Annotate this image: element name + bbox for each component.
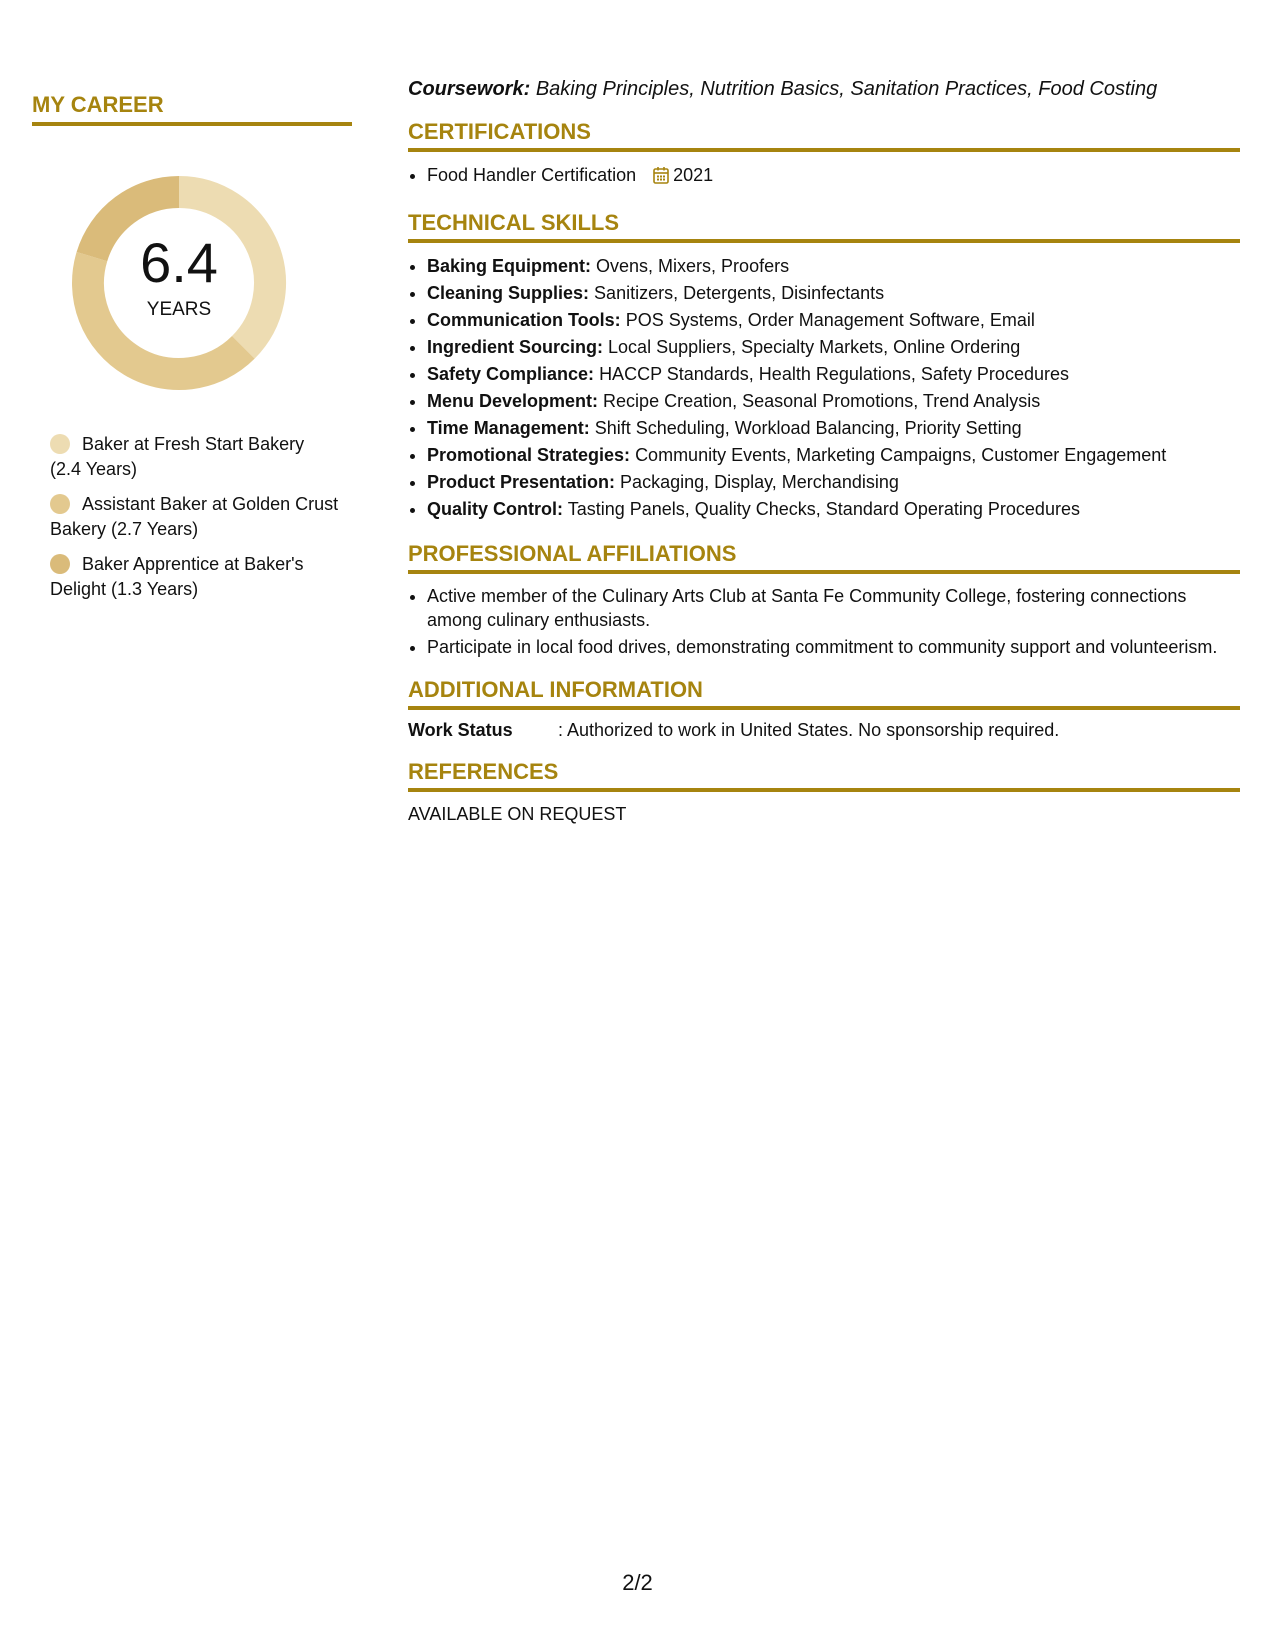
legend-dot-icon [50,494,70,514]
legend-label: Baker Apprentice at Baker's Delight (1.3 Years) [50,554,304,599]
total-years-value: 6.4 [140,231,218,294]
references-title: REFERENCES [408,759,1240,792]
career-heading: MY CAREER [32,92,352,126]
skill-value: Recipe Creation, Seasonal Promotions, Trend Analysis [603,391,1041,411]
skill-item [427,280,1240,307]
skill-item [427,334,1240,361]
total-years-unit: YEARS [146,299,212,320]
main-column [408,78,1240,843]
skill-item [427,361,1240,388]
skill-value: HACCP Standards, Health Regulations, Safety Procedures [599,364,1069,384]
skill-item [427,307,1240,334]
work-status-row [408,720,1240,741]
technical-skills-section [408,210,1240,523]
certification-item [427,162,1240,192]
legend-label: Assistant Baker at Golden Crust Bakery (2.7 Years) [50,494,339,539]
certifications-section [408,119,1240,192]
skill-label: Communication Tools: [427,310,621,330]
skill-label: Quality Control: [427,499,563,519]
skill-value: Shift Scheduling, Workload Balancing, Priority Setting [594,418,1022,438]
certification-year: 2021 [673,165,714,185]
coursework-text: Baking Principles, Nutrition Basics, Sanitation Practices, Food Costing [535,78,1158,100]
page-number: 2/2 [622,1570,653,1595]
affiliation-item: • Active member of the Culinary Arts Club at Santa Fe Community College, fostering connections among culinary enthusiasts. [427,584,1240,632]
legend-item [50,492,340,542]
affiliation-item: • Participate in local food drives, demonstrating commitment to community support and volunteerism. [427,635,1240,659]
career-legend [50,432,340,602]
skill-item [427,253,1240,280]
skill-label: Ingredient Sourcing: [427,337,604,357]
certification-name: Food Handler Certification [427,165,637,185]
legend-label: Baker at Fresh Start Bakery (2.4 Years) [50,434,305,479]
skill-label: Safety Compliance: [427,364,595,384]
skill-item [427,442,1240,469]
work-status-key: Work Status [408,720,513,740]
skill-item [427,388,1240,415]
career-donut-chart [64,168,294,398]
skill-value: Packaging, Display, Merchandising [620,472,899,492]
references-section [408,759,1240,825]
calendar-icon [653,165,669,192]
legend-item [50,432,340,482]
skill-item [427,415,1240,442]
legend-dot-icon [50,434,70,454]
additional-info-title: ADDITIONAL INFORMATION [408,677,1240,710]
skill-value: Ovens, Mixers, Proofers [596,256,790,276]
skill-value: POS Systems, Order Management Software, Email [625,310,1035,330]
technical-skills-title: TECHNICAL SKILLS [408,210,1240,243]
affiliations-title: PROFESSIONAL AFFILIATIONS [408,541,1240,574]
skill-value: Sanitizers, Detergents, Disinfectants [594,283,885,303]
affiliations-list [408,584,1240,659]
skill-label: Promotional Strategies: [427,445,631,465]
technical-skills-list [408,253,1240,523]
skill-label: Baking Equipment: [427,256,592,276]
career-sidebar [32,92,352,612]
skill-label: Product Presentation: [427,472,616,492]
skill-label: Time Management: [427,418,590,438]
donut-center [64,168,294,398]
skill-label: Cleaning Supplies: [427,283,590,303]
certifications-list [408,162,1240,192]
legend-dot-icon [50,554,70,574]
skill-value: Community Events, Marketing Campaigns, Customer Engagement [635,445,1167,465]
skill-item [427,469,1240,496]
additional-info-section [408,677,1240,741]
coursework-line [408,78,1240,101]
references-text: AVAILABLE ON REQUEST [408,804,627,824]
legend-item [50,552,340,602]
certifications-title: CERTIFICATIONS [408,119,1240,152]
affiliations-section [408,541,1240,659]
skill-item [427,496,1240,523]
skill-label: Menu Development: [427,391,599,411]
skill-value: Tasting Panels, Quality Checks, Standard Operating Procedures [567,499,1080,519]
coursework-label: Coursework: [408,78,531,100]
work-status-value: : Authorized to work in United States. No sponsorship required. [558,720,1060,740]
skill-value: Local Suppliers, Specialty Markets, Online Ordering [608,337,1021,357]
